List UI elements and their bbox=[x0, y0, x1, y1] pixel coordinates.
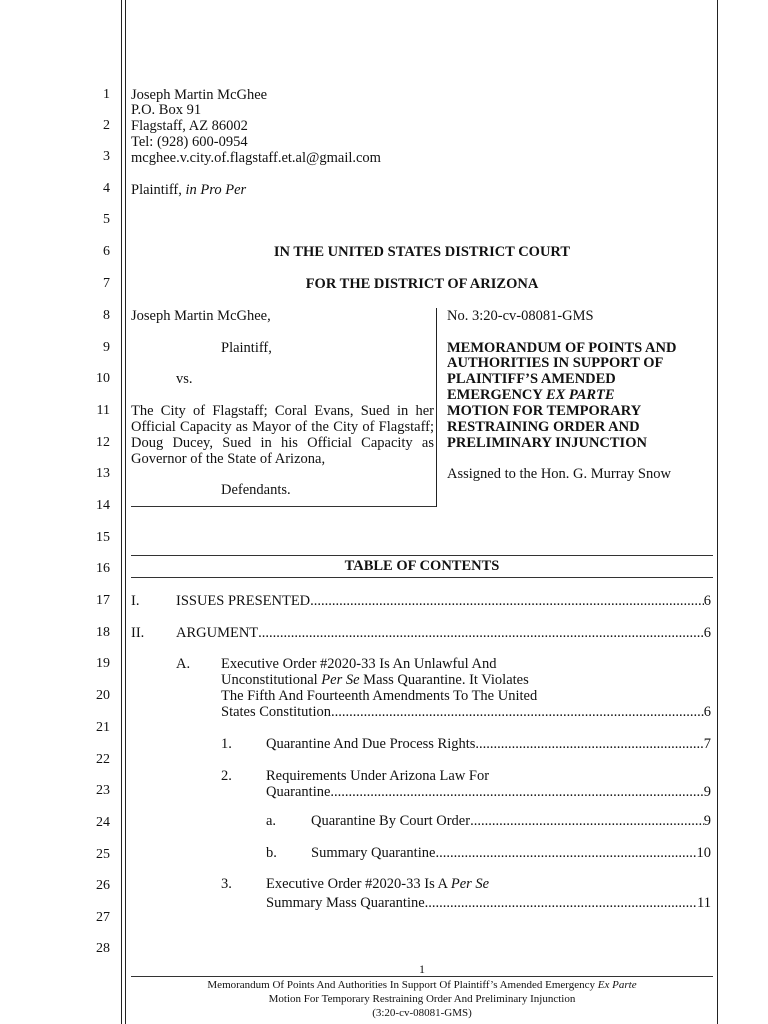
line-number: 11 bbox=[96, 403, 110, 418]
toc-text-italic: Per Se bbox=[450, 876, 490, 892]
line-number: 22 bbox=[96, 752, 110, 767]
toc-leader bbox=[435, 845, 696, 861]
footer-case-number: (3:20-cv-08081-GMS) bbox=[372, 1007, 472, 1019]
line-number: 9 bbox=[103, 340, 110, 355]
court-district: FOR THE DISTRICT OF ARIZONA bbox=[305, 276, 539, 292]
line-number: 1 bbox=[103, 87, 110, 102]
toc-entry-label bbox=[221, 672, 529, 688]
line-number: 2 bbox=[103, 118, 110, 133]
toc-entry bbox=[266, 895, 711, 911]
toc-entry bbox=[266, 784, 711, 800]
document-title-line: RESTRAINING ORDER AND bbox=[447, 419, 640, 435]
toc-leader bbox=[330, 784, 703, 800]
left-margin-rule-inner bbox=[125, 0, 126, 1024]
left-margin-rule-outer bbox=[121, 0, 122, 1024]
toc-entry-page: 9 bbox=[703, 784, 711, 800]
line-number: 13 bbox=[96, 466, 110, 481]
toc-entry-label: Summary Quarantine bbox=[311, 845, 436, 861]
toc-leader bbox=[310, 593, 704, 609]
toc-text-italic: Per Se bbox=[321, 672, 360, 688]
toc-entry bbox=[176, 625, 711, 641]
line-number: 28 bbox=[96, 941, 110, 956]
page-number: 1 bbox=[419, 962, 425, 976]
toc-entry bbox=[311, 845, 711, 861]
title-ex-parte: EX PARTE bbox=[545, 387, 615, 403]
toc-entry bbox=[221, 704, 711, 720]
line-number: 4 bbox=[103, 181, 110, 196]
city-state-zip: Flagstaff, AZ 86002 bbox=[131, 118, 248, 134]
toc-entry-number: 3. bbox=[221, 876, 232, 892]
toc-entry bbox=[266, 736, 711, 752]
line-number: 25 bbox=[96, 847, 110, 862]
caption-bottom-rule bbox=[131, 506, 436, 507]
line-number: 21 bbox=[96, 720, 110, 735]
toc-entry-page: 6 bbox=[703, 593, 711, 609]
footer-title-line: Motion For Temporary Restraining Order And Preliminary Injunction bbox=[268, 993, 576, 1005]
toc-leader bbox=[258, 625, 704, 641]
line-number: 15 bbox=[96, 530, 110, 545]
line-number: 17 bbox=[96, 593, 110, 608]
line-number: 19 bbox=[96, 656, 110, 671]
document-title-line: MOTION FOR TEMPORARY bbox=[447, 403, 642, 419]
document-title-line: AUTHORITIES IN SUPPORT OF bbox=[447, 355, 664, 371]
pro-per-label: in Pro Per bbox=[185, 182, 247, 198]
document-title-line: PRELIMINARY INJUNCTION bbox=[447, 435, 647, 451]
toc-entry-label: Quarantine By Court Order bbox=[311, 813, 471, 829]
toc-entry-label: Quarantine bbox=[266, 784, 331, 800]
plaintiff-role-label: Plaintiff, bbox=[131, 182, 186, 198]
defendants-label: Defendants. bbox=[221, 482, 291, 498]
plaintiff-label: Plaintiff, bbox=[221, 340, 272, 356]
defendants-list: The City of Flagstaff; Coral Evans, Sued in her Official Capacity as Mayor of the City of Flagstaff; Doug Ducey, Sued in his Official Capacity as Governor of the State of Arizona, bbox=[131, 403, 434, 467]
footer-text-italic: Ex Parte bbox=[597, 979, 637, 991]
toc-entry-label: Quarantine And Due Process Rights bbox=[266, 736, 476, 752]
email-address: mcghee.v.city.of.flagstaff.et.al@gmail.com bbox=[131, 150, 381, 166]
line-number: 18 bbox=[96, 625, 110, 640]
toc-entry-label: ARGUMENT bbox=[176, 625, 259, 641]
toc-entry-label: States Constitution bbox=[221, 704, 331, 720]
document-title-line: PLAINTIFF’S AMENDED bbox=[447, 371, 616, 387]
toc-leader bbox=[425, 895, 697, 911]
line-number: 6 bbox=[103, 244, 110, 259]
telephone: Tel: (928) 600-0954 bbox=[131, 134, 248, 150]
toc-bottom-rule bbox=[131, 577, 713, 578]
right-margin-rule bbox=[717, 0, 718, 1024]
toc-top-rule bbox=[131, 555, 713, 556]
title-emergency: EMERGENCY bbox=[447, 387, 546, 403]
toc-entry-number: b. bbox=[266, 845, 277, 861]
caption-divider bbox=[436, 308, 437, 507]
toc-leader bbox=[331, 704, 704, 720]
toc-entry-number: 1. bbox=[221, 736, 232, 752]
toc-heading: TABLE OF CONTENTS bbox=[344, 558, 500, 574]
toc-entry-page: 11 bbox=[697, 895, 711, 911]
toc-entry-label: ISSUES PRESENTED bbox=[176, 593, 311, 609]
toc-entry-number: A. bbox=[176, 656, 191, 672]
footer-text: Memorandum Of Points And Authorities In Support Of Plaintiff’s Amended Emergency bbox=[207, 979, 598, 991]
toc-entry-number: 2. bbox=[221, 768, 232, 784]
line-number: 20 bbox=[96, 688, 110, 703]
plaintiff-name: Joseph Martin McGhee, bbox=[131, 308, 271, 324]
line-number: 10 bbox=[96, 371, 110, 386]
line-number: 8 bbox=[103, 308, 110, 323]
toc-entry-page: 10 bbox=[696, 845, 711, 861]
toc-entry-page: 7 bbox=[703, 736, 711, 752]
toc-text: Mass Quarantine. It Violates bbox=[359, 672, 529, 688]
document-title-line bbox=[447, 387, 615, 403]
toc-entry-number: a. bbox=[266, 813, 277, 829]
line-number: 5 bbox=[103, 212, 110, 227]
toc-entry bbox=[176, 593, 711, 609]
document-title-line: MEMORANDUM OF POINTS AND bbox=[447, 340, 677, 356]
party-name: Joseph Martin McGhee bbox=[131, 87, 268, 103]
line-number: 27 bbox=[96, 910, 110, 925]
court-name: IN THE UNITED STATES DISTRICT COURT bbox=[273, 244, 571, 260]
toc-entry-number: II. bbox=[131, 625, 145, 641]
line-number: 23 bbox=[96, 783, 110, 798]
plaintiff-role bbox=[131, 182, 246, 198]
toc-text: Executive Order #2020-33 Is A bbox=[266, 876, 451, 892]
toc-leader bbox=[470, 813, 704, 829]
toc-entry-page: 6 bbox=[703, 625, 711, 641]
toc-entry-page: 6 bbox=[703, 704, 711, 720]
line-number: 12 bbox=[96, 435, 110, 450]
toc-entry-label: Executive Order #2020-33 Is An Unlawful And bbox=[221, 656, 497, 672]
toc-entry-label: Summary Mass Quarantine bbox=[266, 895, 425, 911]
line-number: 14 bbox=[96, 498, 110, 513]
line-number: 7 bbox=[103, 276, 110, 291]
line-number: 26 bbox=[96, 878, 110, 893]
toc-entry-label bbox=[266, 876, 489, 892]
toc-leader bbox=[475, 736, 703, 752]
line-number: 16 bbox=[96, 561, 110, 576]
toc-entry bbox=[311, 813, 711, 829]
footer-title-line bbox=[131, 978, 713, 992]
toc-entry-label: The Fifth And Fourteenth Amendments To The United bbox=[221, 688, 538, 704]
toc-entry-number: I. bbox=[131, 593, 140, 609]
toc-entry-label: Requirements Under Arizona Law For bbox=[266, 768, 490, 784]
assigned-judge: Assigned to the Hon. G. Murray Snow bbox=[447, 466, 671, 482]
toc-entry-page: 9 bbox=[703, 813, 711, 829]
toc-text: Unconstitutional bbox=[221, 672, 322, 688]
line-number: 24 bbox=[96, 815, 110, 830]
case-number: No. 3:20-cv-08081-GMS bbox=[447, 308, 594, 324]
line-number: 3 bbox=[103, 149, 110, 164]
versus: vs. bbox=[176, 371, 193, 387]
footer-rule bbox=[131, 976, 713, 977]
po-box: P.O. Box 91 bbox=[131, 102, 202, 118]
